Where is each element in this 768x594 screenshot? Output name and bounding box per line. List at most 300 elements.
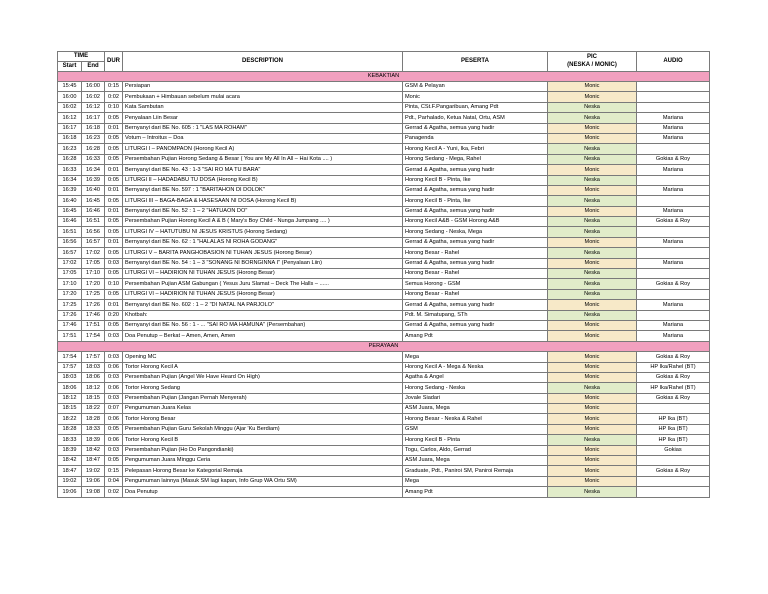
table-row xyxy=(58,466,710,476)
pic-cell: Monic xyxy=(548,258,637,268)
dur-cell: 0:05 xyxy=(105,113,123,123)
dur-cell: 0:01 xyxy=(105,165,123,175)
table-row xyxy=(58,289,710,299)
peserta-cell: Gerrad & Agatha, semua yang hadir xyxy=(403,185,548,195)
end-cell: 16:46 xyxy=(82,206,105,216)
description-cell: Persembahan Pujian ASM Gabungan ( Yesus Juru Slamat – Deck The Halls – ...... xyxy=(123,279,403,289)
audio-cell: HP Ika/Rahel (BT) xyxy=(637,383,710,393)
pic-cell: Monic xyxy=(548,331,637,341)
peserta-cell: GSM xyxy=(403,424,548,434)
audio-cell xyxy=(637,269,710,279)
table-row xyxy=(58,237,710,247)
dur-cell: 0:03 xyxy=(105,372,123,382)
dur-cell: 0:01 xyxy=(105,206,123,216)
pic-cell: Neska xyxy=(548,102,637,112)
description-cell: Pengumuman Juara Minggu Ceria xyxy=(123,456,403,466)
start-cell: 16:28 xyxy=(58,154,82,164)
description-header: DESCRIPTION xyxy=(123,52,403,72)
start-cell: 17:25 xyxy=(58,300,82,310)
pic-cell: Monic xyxy=(548,165,637,175)
end-cell: 16:18 xyxy=(82,123,105,133)
pic-cell: Monic xyxy=(548,133,637,143)
description-cell: LITURGI VI – HADIRION NI TUHAN JESUS (Horong Besar) xyxy=(123,269,403,279)
peserta-cell: Amang Pdt xyxy=(403,331,548,341)
pic-cell: Monic xyxy=(548,206,637,216)
peserta-cell: Jovale Siadari xyxy=(403,393,548,403)
peserta-cell: Gerrad & Agatha, semua yang hadir xyxy=(403,237,548,247)
table-row xyxy=(58,331,710,341)
start-cell: 17:10 xyxy=(58,279,82,289)
pic-cell: Monic xyxy=(548,92,637,102)
audio-cell: Gokias & Roy xyxy=(637,393,710,403)
audio-cell: HP Ika (BT) xyxy=(637,424,710,434)
table-row xyxy=(58,383,710,393)
start-cell: 17:57 xyxy=(58,362,82,372)
start-cell: 18:15 xyxy=(58,404,82,414)
start-cell: 16:17 xyxy=(58,123,82,133)
start-cell: 16:00 xyxy=(58,92,82,102)
table-row xyxy=(58,372,710,382)
table-row xyxy=(58,269,710,279)
end-cell: 16:12 xyxy=(82,102,105,112)
table-row xyxy=(58,227,710,237)
end-cell: 16:56 xyxy=(82,227,105,237)
description-cell: Opening MC xyxy=(123,352,403,362)
pic-cell: Neska xyxy=(548,113,637,123)
peserta-cell: Pdt., Parhalado, Ketua Natal, Ortu, ASM xyxy=(403,113,548,123)
end-cell: 17:57 xyxy=(82,352,105,362)
audio-cell xyxy=(637,487,710,497)
start-cell: 16:51 xyxy=(58,227,82,237)
table-row xyxy=(58,456,710,466)
audio-cell: Mariana xyxy=(637,123,710,133)
start-cell: 16:40 xyxy=(58,196,82,206)
pic-cell: Monic xyxy=(548,445,637,455)
pic-cell: Monic xyxy=(548,476,637,486)
start-cell: 18:06 xyxy=(58,383,82,393)
audio-cell: Gokias & Roy xyxy=(637,352,710,362)
description-cell: Bernyanyi dari BE No. 52 : 1 – 2 "HATUAON DO" xyxy=(123,206,403,216)
audio-cell xyxy=(637,144,710,154)
pic-cell: Neska xyxy=(548,383,637,393)
table-row xyxy=(58,206,710,216)
dur-cell: 0:06 xyxy=(105,383,123,393)
pic-cell: Monic xyxy=(548,414,637,424)
audio-cell: Mariana xyxy=(637,133,710,143)
pic-cell: Neska xyxy=(548,175,637,185)
pic-cell: Neska xyxy=(548,196,637,206)
peserta-cell: Horong Besar - Neska & Rahel xyxy=(403,414,548,424)
pic-cell: Neska xyxy=(548,487,637,497)
end-cell: 17:51 xyxy=(82,320,105,330)
start-cell: 16:45 xyxy=(58,206,82,216)
table-row xyxy=(58,424,710,434)
start-cell: 17:02 xyxy=(58,258,82,268)
end-cell: 17:20 xyxy=(82,279,105,289)
table-row xyxy=(58,102,710,112)
peserta-cell: ASM Juara, Mega xyxy=(403,456,548,466)
pic-cell: Monic xyxy=(548,185,637,195)
dur-cell: 0:10 xyxy=(105,279,123,289)
start-header: Start xyxy=(58,61,82,71)
pic-cell: Monic xyxy=(548,456,637,466)
dur-cell: 0:05 xyxy=(105,196,123,206)
end-cell: 18:39 xyxy=(82,435,105,445)
table-row xyxy=(58,310,710,320)
pic-cell: Neska xyxy=(548,269,637,279)
audio-cell xyxy=(637,476,710,486)
end-cell: 16:34 xyxy=(82,165,105,175)
peserta-header: PESERTA xyxy=(403,52,548,72)
peserta-cell: Amang Pdt xyxy=(403,487,548,497)
peserta-cell: Horong Sedang - Mega, Rahel xyxy=(403,154,548,164)
audio-cell: Mariana xyxy=(637,237,710,247)
end-cell: 16:02 xyxy=(82,92,105,102)
table-row xyxy=(58,92,710,102)
description-cell: LITURGI III – BAGA-BAGA & HASESAAN NI DOSA (Horong Kecil B) xyxy=(123,196,403,206)
description-cell: Doa Penutup – Berkat – Amen, Amen, Amen xyxy=(123,331,403,341)
end-cell: 17:25 xyxy=(82,289,105,299)
audio-cell xyxy=(637,404,710,414)
description-cell: Pengumuman lainnya (Masuk SM lagi kapan, Info Grup WA Ortu SM) xyxy=(123,476,403,486)
peserta-cell: Horong Kecil A - Yuni, Ika, Febri xyxy=(403,144,548,154)
dur-cell: 0:02 xyxy=(105,487,123,497)
end-cell: 16:57 xyxy=(82,237,105,247)
pic-cell: Neska xyxy=(548,227,637,237)
audio-cell: Mariana xyxy=(637,258,710,268)
audio-cell xyxy=(637,92,710,102)
audio-cell xyxy=(637,456,710,466)
pic-header-label: PIC xyxy=(586,53,597,60)
table-row xyxy=(58,487,710,497)
start-cell: 17:05 xyxy=(58,269,82,279)
description-cell: Khotbah: xyxy=(123,310,403,320)
peserta-cell: Gerrad & Agatha, semua yang hadir xyxy=(403,123,548,133)
start-cell: 16:46 xyxy=(58,217,82,227)
pic-cell: Monic xyxy=(548,466,637,476)
description-cell: Bernyanyi dari BE No. 56 : 1 - ... "SAI RO MA HAMUNA" (Persembahan) xyxy=(123,320,403,330)
peserta-cell: Horong Kecil A&B - GSM Horong A&B xyxy=(403,217,548,227)
description-cell: Tortor Horong Kecil B xyxy=(123,435,403,445)
peserta-cell: Graduate, Pdt., Paniroi SM, Paniroi Remaja xyxy=(403,466,548,476)
peserta-cell: Semua Horong - GSM xyxy=(403,279,548,289)
pic-cell: Monic xyxy=(548,362,637,372)
pic-cell: Neska xyxy=(548,248,637,258)
dur-cell: 0:01 xyxy=(105,300,123,310)
start-cell: 18:33 xyxy=(58,435,82,445)
dur-cell: 0:05 xyxy=(105,227,123,237)
description-cell: Persembahan Pujian (Jangan Pernah Menyerah) xyxy=(123,393,403,403)
audio-cell: Mariana xyxy=(637,113,710,123)
start-cell: 16:12 xyxy=(58,113,82,123)
start-cell: 17:46 xyxy=(58,320,82,330)
audio-cell xyxy=(637,227,710,237)
dur-cell: 0:05 xyxy=(105,424,123,434)
start-cell: 16:57 xyxy=(58,248,82,258)
description-cell: LITURGI I – PANOMPAON (Horong Kecil A) xyxy=(123,144,403,154)
peserta-cell: Panagenda xyxy=(403,133,548,143)
peserta-cell: Gerrad & Agatha, semua yang hadir xyxy=(403,320,548,330)
pic-cell: Neska xyxy=(548,154,637,164)
table-row xyxy=(58,258,710,268)
pic-cell: Monic xyxy=(548,372,637,382)
table-row xyxy=(58,123,710,133)
dur-cell: 0:05 xyxy=(105,269,123,279)
dur-cell: 0:03 xyxy=(105,331,123,341)
end-cell: 17:26 xyxy=(82,300,105,310)
peserta-cell: Horong Besar - Rahel xyxy=(403,269,548,279)
start-cell: 18:47 xyxy=(58,466,82,476)
description-cell: Bernyanyi dari BE No. 54 : 1 – 3 "SONANG NI BORNGINNA I" (Penyalaan Liin) xyxy=(123,258,403,268)
end-cell: 16:39 xyxy=(82,175,105,185)
dur-cell: 0:01 xyxy=(105,123,123,133)
end-cell: 17:46 xyxy=(82,310,105,320)
section-row-perayaan xyxy=(58,341,710,351)
pic-cell: Monic xyxy=(548,424,637,434)
audio-cell xyxy=(637,196,710,206)
peserta-cell: Togu, Carlos, Aldo, Gerrad xyxy=(403,445,548,455)
audio-cell: Gokias & Roy xyxy=(637,217,710,227)
table-row xyxy=(58,133,710,143)
end-cell: 19:08 xyxy=(82,487,105,497)
pic-cell: Neska xyxy=(548,217,637,227)
dur-cell: 0:05 xyxy=(105,217,123,227)
pic-cell: Monic xyxy=(548,237,637,247)
peserta-cell: Horong Sedang - Neska xyxy=(403,383,548,393)
schedule-body xyxy=(58,71,710,497)
audio-cell: Mariana xyxy=(637,185,710,195)
description-cell: Pengumuman Juara Kelas xyxy=(123,404,403,414)
dur-cell: 0:15 xyxy=(105,81,123,91)
peserta-cell: Horong Kecil B - Pinta, Ike xyxy=(403,196,548,206)
start-cell: 16:18 xyxy=(58,133,82,143)
end-cell: 18:42 xyxy=(82,445,105,455)
end-header: End xyxy=(82,61,105,71)
dur-header: DUR xyxy=(105,52,123,72)
dur-cell: 0:04 xyxy=(105,476,123,486)
end-cell: 17:05 xyxy=(82,258,105,268)
pic-cell: Monic xyxy=(548,81,637,91)
description-cell: Pelepasan Horong Besar ke Kategorial Remaja xyxy=(123,466,403,476)
start-cell: 17:26 xyxy=(58,310,82,320)
pic-cell: Neska xyxy=(548,435,637,445)
pic-cell: Neska xyxy=(548,279,637,289)
peserta-cell: Gerrad & Agatha, semua yang hadir xyxy=(403,300,548,310)
table-row xyxy=(58,248,710,258)
description-cell: Bernyanyi dari BE No. 605 : 1 "LAS MA ROHAM" xyxy=(123,123,403,133)
end-cell: 17:02 xyxy=(82,248,105,258)
end-cell: 18:47 xyxy=(82,456,105,466)
description-cell: Bernyanyi dari BE No. 62 : 1 "HALALAS NI ROHA GODANG" xyxy=(123,237,403,247)
peserta-cell: Mega xyxy=(403,476,548,486)
peserta-cell: GSM & Pelayan xyxy=(403,81,548,91)
audio-cell: Mariana xyxy=(637,331,710,341)
table-row xyxy=(58,165,710,175)
dur-cell: 0:03 xyxy=(105,445,123,455)
audio-cell: HP Ika (BT) xyxy=(637,435,710,445)
dur-cell: 0:05 xyxy=(105,133,123,143)
description-cell: LITURGI VI – HADIRION NI TUHAN JESUS (Horong Besar) xyxy=(123,289,403,299)
start-cell: 16:39 xyxy=(58,185,82,195)
end-cell: 19:02 xyxy=(82,466,105,476)
dur-cell: 0:15 xyxy=(105,466,123,476)
description-cell: Penyalaan Liin Besar xyxy=(123,113,403,123)
table-row xyxy=(58,393,710,403)
dur-cell: 0:05 xyxy=(105,320,123,330)
audio-cell xyxy=(637,81,710,91)
end-cell: 18:22 xyxy=(82,404,105,414)
end-cell: 16:40 xyxy=(82,185,105,195)
start-cell: 17:54 xyxy=(58,352,82,362)
start-cell: 19:02 xyxy=(58,476,82,486)
table-row xyxy=(58,175,710,185)
description-cell: LITURGI IV – HATUTUBU NI JESUS KRISTUS (Horong Sedang) xyxy=(123,227,403,237)
dur-cell: 0:02 xyxy=(105,92,123,102)
dur-cell: 0:05 xyxy=(105,456,123,466)
dur-cell: 0:20 xyxy=(105,310,123,320)
description-cell: Persembahan Pujian (Ho Do Pangondianki) xyxy=(123,445,403,455)
start-cell: 18:28 xyxy=(58,424,82,434)
start-cell: 15:45 xyxy=(58,81,82,91)
end-cell: 18:03 xyxy=(82,362,105,372)
peserta-cell: Gerrad & Agatha, semua yang hadir xyxy=(403,165,548,175)
section-row-kebaktian xyxy=(58,71,710,81)
table-row xyxy=(58,414,710,424)
start-cell: 18:12 xyxy=(58,393,82,403)
end-cell: 18:33 xyxy=(82,424,105,434)
pic-cell: Monic xyxy=(548,123,637,133)
start-cell: 18:42 xyxy=(58,456,82,466)
table-row xyxy=(58,154,710,164)
audio-cell: Mariana xyxy=(637,206,710,216)
audio-cell: Gokias & Roy xyxy=(637,279,710,289)
dur-cell: 0:05 xyxy=(105,248,123,258)
peserta-cell: Horong Kecil B - Pinta xyxy=(403,435,548,445)
start-cell: 17:51 xyxy=(58,331,82,341)
peserta-cell: Pinta, CSt.F.Pangaribuan, Amang Pdt xyxy=(403,102,548,112)
dur-cell: 0:01 xyxy=(105,185,123,195)
end-cell: 16:51 xyxy=(82,217,105,227)
end-cell: 18:28 xyxy=(82,414,105,424)
description-cell: Pembukaan + Himbauan sebelum mulai acara xyxy=(123,92,403,102)
table-row xyxy=(58,320,710,330)
dur-cell: 0:03 xyxy=(105,258,123,268)
pic-cell: Monic xyxy=(548,352,637,362)
dur-cell: 0:10 xyxy=(105,102,123,112)
pic-header-sub: (NESKA / MONIC) xyxy=(567,62,617,69)
pic-cell: Monic xyxy=(548,404,637,414)
table-row xyxy=(58,217,710,227)
start-cell: 18:03 xyxy=(58,372,82,382)
time-header: TIME xyxy=(58,52,105,62)
dur-cell: 0:05 xyxy=(105,289,123,299)
description-cell: LITURGI II – HADADABU TU DOSA (Horong Kecil B) xyxy=(123,175,403,185)
pic-cell: Monic xyxy=(548,393,637,403)
description-cell: Bernyanyi dari BE No. 43 : 1-3 "SAI RO MA TU BARA" xyxy=(123,165,403,175)
end-cell: 16:17 xyxy=(82,113,105,123)
peserta-cell: Gerrad & Agatha, semua yang hadir xyxy=(403,206,548,216)
table-row xyxy=(58,196,710,206)
description-cell: Persembahan Pujian (Angel We Have Heard On High) xyxy=(123,372,403,382)
dur-cell: 0:06 xyxy=(105,435,123,445)
dur-cell: 0:01 xyxy=(105,237,123,247)
start-cell: 16:33 xyxy=(58,165,82,175)
dur-cell: 0:05 xyxy=(105,175,123,185)
audio-cell xyxy=(637,175,710,185)
description-cell: Persembahan Pujian Horong Kecil A & B ( Mary's Boy Child - Nunga Jumpang .... ) xyxy=(123,217,403,227)
pic-cell: Monic xyxy=(548,320,637,330)
section-title: PERAYAAN xyxy=(58,341,710,351)
end-cell: 18:06 xyxy=(82,372,105,382)
table-row xyxy=(58,113,710,123)
end-cell: 16:33 xyxy=(82,154,105,164)
peserta-cell: Horong Sedang - Neska, Mega xyxy=(403,227,548,237)
end-cell: 17:10 xyxy=(82,269,105,279)
description-cell: LITURGI V – BARITA PANGHOBASION NI TUHAN JESUS (Horong Besar) xyxy=(123,248,403,258)
audio-cell: HP Ika (BT) xyxy=(637,414,710,424)
audio-cell: Gokias & Roy xyxy=(637,466,710,476)
description-cell: Persiapan xyxy=(123,81,403,91)
audio-cell: Gokias xyxy=(637,445,710,455)
schedule-table xyxy=(57,51,710,498)
table-row xyxy=(58,435,710,445)
description-cell: Bernyanyi dari BE No. 597 : 1 "BARITAHON DI DOLOK" xyxy=(123,185,403,195)
peserta-cell: Horong Kecil B - Pinta, Ike xyxy=(403,175,548,185)
pic-cell: Neska xyxy=(548,289,637,299)
table-row xyxy=(58,362,710,372)
end-cell: 16:28 xyxy=(82,144,105,154)
pic-cell: Neska xyxy=(548,144,637,154)
peserta-cell: Pdt. M. Simatupang, STh xyxy=(403,310,548,320)
start-cell: 16:34 xyxy=(58,175,82,185)
peserta-cell: Horong Besar - Rahel xyxy=(403,248,548,258)
audio-cell xyxy=(637,310,710,320)
end-cell: 18:15 xyxy=(82,393,105,403)
pic-cell: Monic xyxy=(548,300,637,310)
audio-cell xyxy=(637,248,710,258)
description-cell: Tortor Horong Sedang xyxy=(123,383,403,393)
start-cell: 16:23 xyxy=(58,144,82,154)
audio-cell: HP Ika/Rahel (BT) xyxy=(637,362,710,372)
dur-cell: 0:07 xyxy=(105,404,123,414)
peserta-cell: Monic xyxy=(403,92,548,102)
description-cell: Persembahan Pujian Guru Sekolah Minggu (Ajar 'Ku Berdiam) xyxy=(123,424,403,434)
end-cell: 16:45 xyxy=(82,196,105,206)
start-cell: 19:06 xyxy=(58,487,82,497)
table-row xyxy=(58,300,710,310)
audio-cell xyxy=(637,289,710,299)
pic-header xyxy=(548,52,637,72)
peserta-cell: Horong Kecil A - Mega & Neska xyxy=(403,362,548,372)
dur-cell: 0:05 xyxy=(105,144,123,154)
audio-cell xyxy=(637,102,710,112)
dur-cell: 0:03 xyxy=(105,393,123,403)
audio-cell: Mariana xyxy=(637,165,710,175)
audio-cell: Gokias & Roy xyxy=(637,154,710,164)
table-row xyxy=(58,185,710,195)
table-row xyxy=(58,476,710,486)
dur-cell: 0:06 xyxy=(105,362,123,372)
description-cell: Kata Sambutan xyxy=(123,102,403,112)
pic-cell: Neska xyxy=(548,310,637,320)
start-cell: 18:22 xyxy=(58,414,82,424)
audio-cell: Mariana xyxy=(637,300,710,310)
description-cell: Votum – Introitus – Doa xyxy=(123,133,403,143)
dur-cell: 0:05 xyxy=(105,154,123,164)
end-cell: 16:23 xyxy=(82,133,105,143)
audio-header: AUDIO xyxy=(637,52,710,72)
peserta-cell: Gerrad & Agatha, semua yang hadir xyxy=(403,258,548,268)
